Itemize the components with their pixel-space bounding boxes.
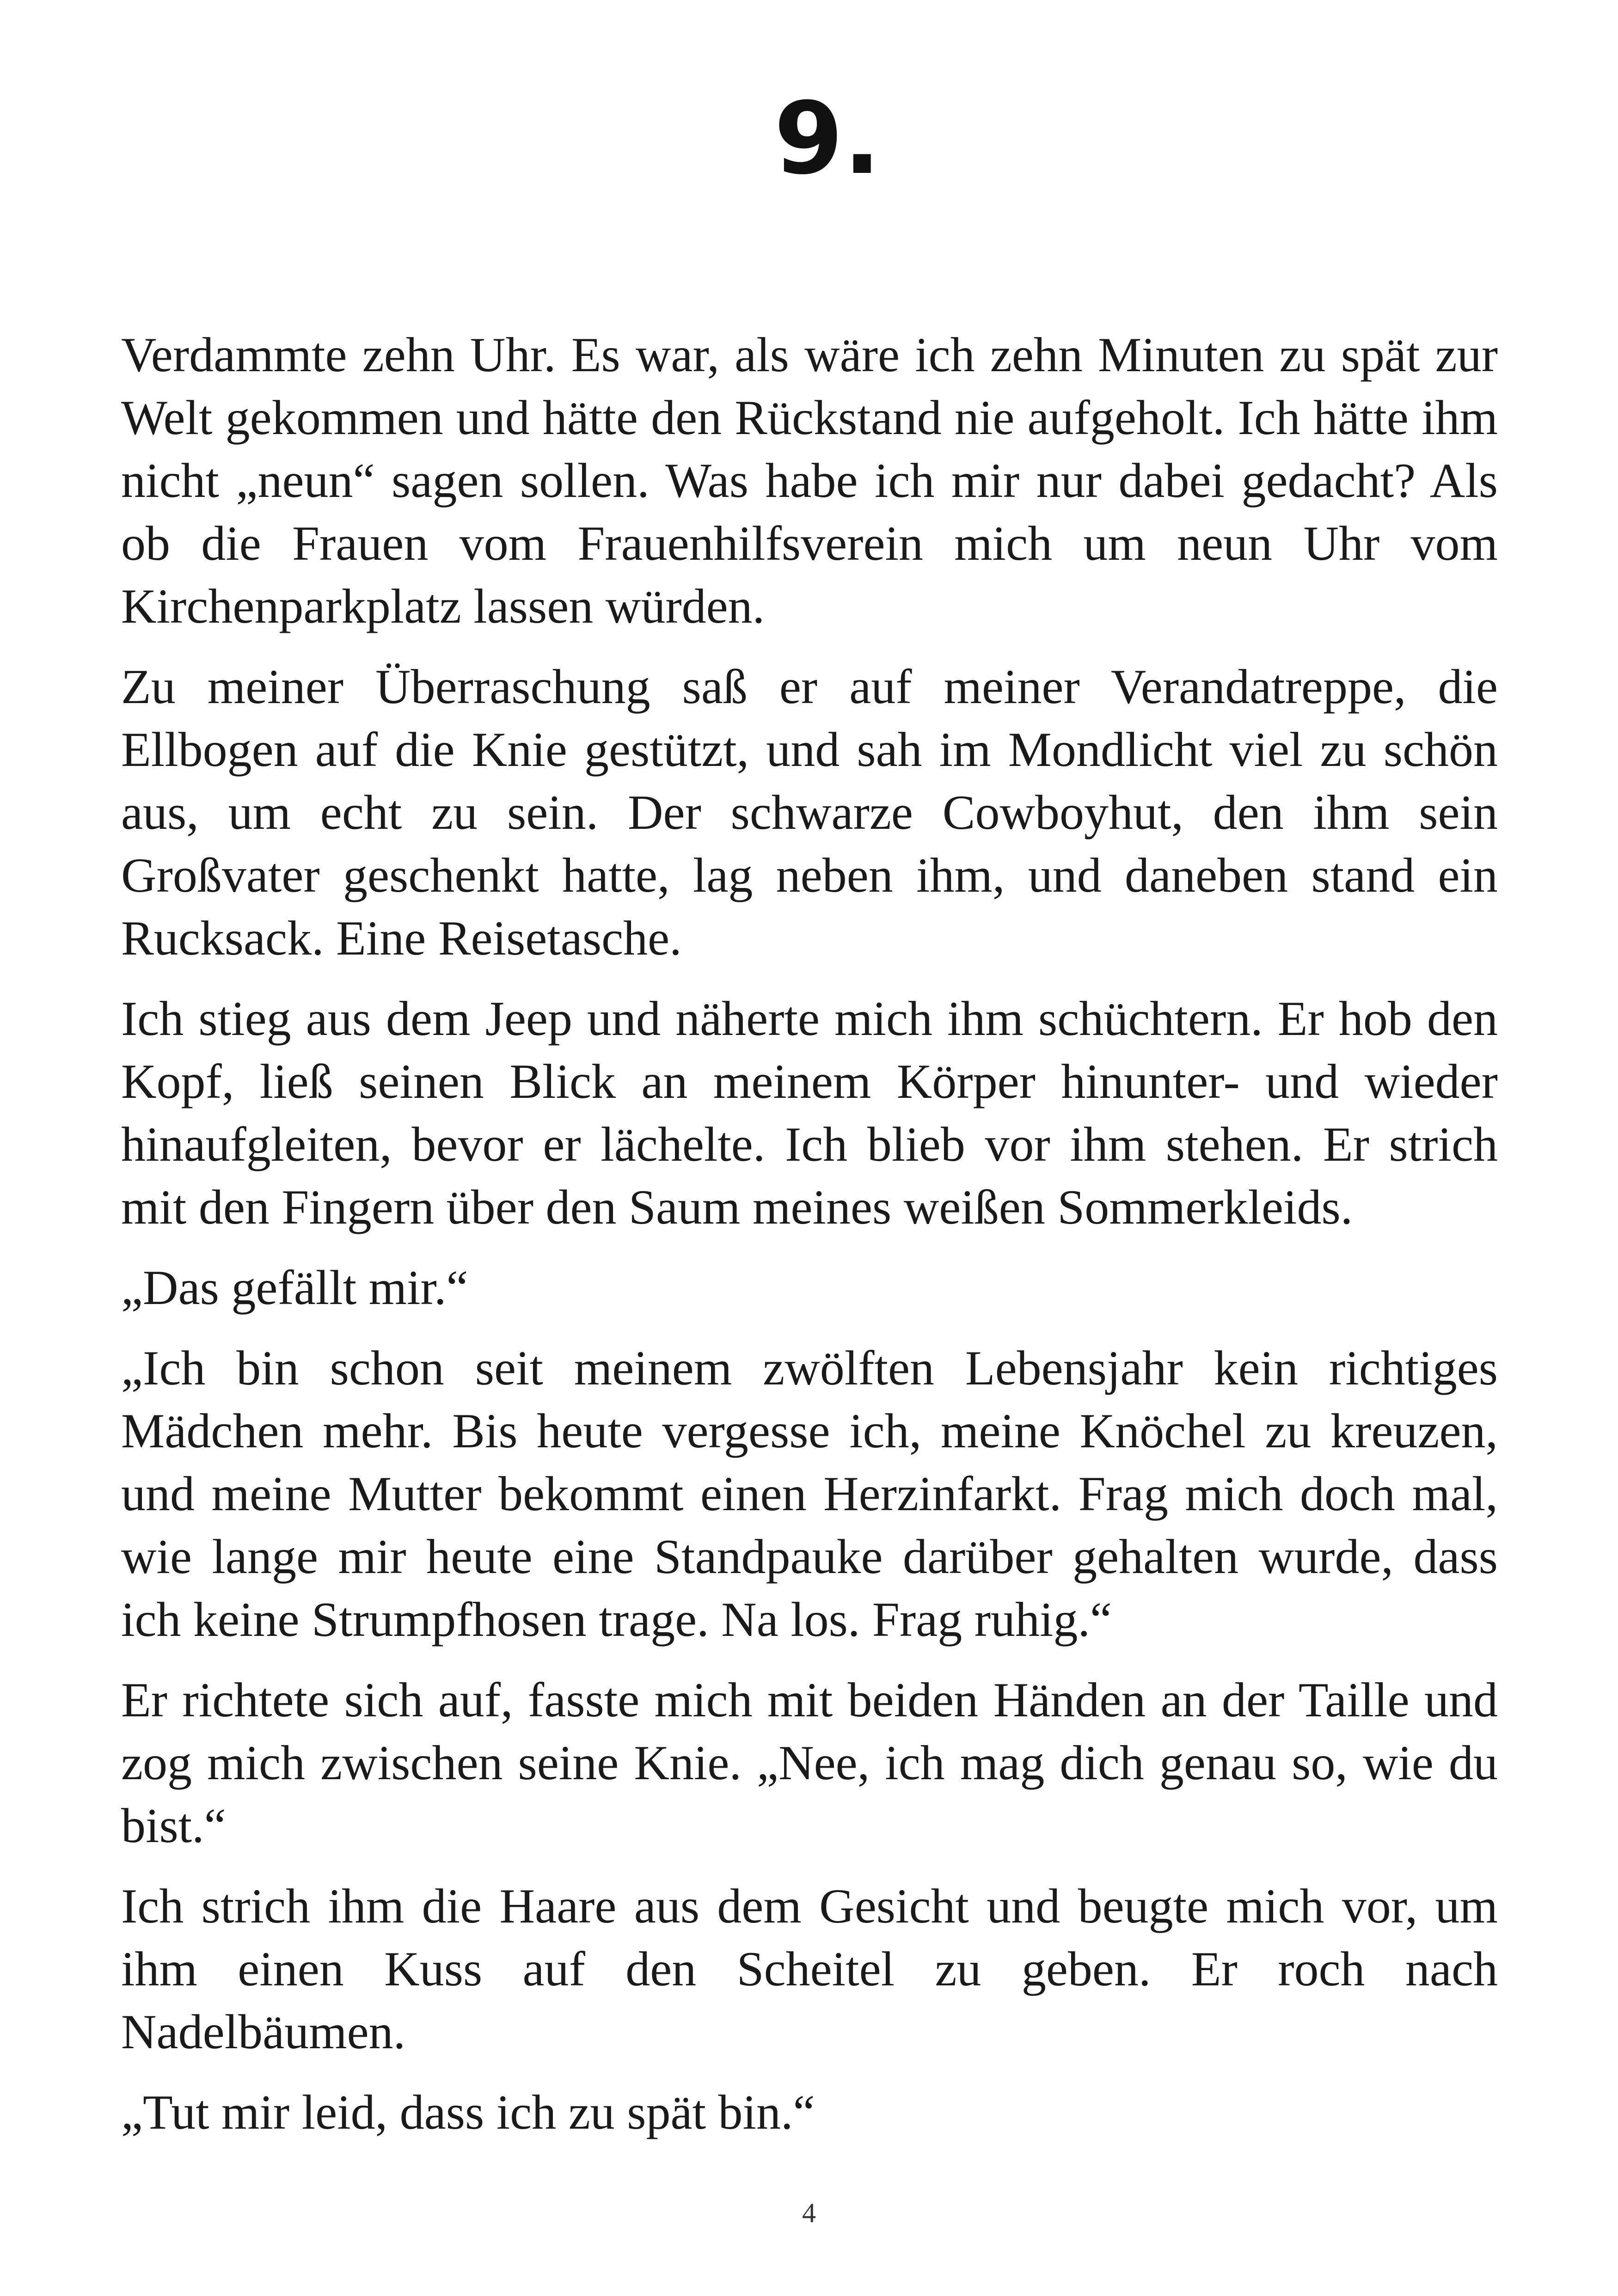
page-number: 4: [802, 2198, 816, 2228]
paragraph: Zu meiner Überraschung saß er auf meiner Verandatreppe, die Ellbogen auf die Knie gestützt, und sah im Mondlicht viel zu schön aus, um echt zu sein. Der schwarze Cowboyhut, den ihm sein Großvater geschenkt hatte, lag neben ihm, und daneben stand ein Rucksack. Eine Reisetasche.: [121, 660, 1498, 965]
paragraph: Ich strich ihm die Haare aus dem Gesicht und beugte mich vor, um ihm einen Kuss auf den Scheitel zu geben. Er roch nach Nadelbäumen.: [121, 1879, 1498, 2059]
paragraph: „Tut mir leid, dass ich zu spät bin.“: [121, 2085, 815, 2139]
chapter-number: 9.: [774, 80, 881, 196]
chapter-body: [121, 324, 1498, 2161]
paragraph: Er richtete sich auf, fasste mich mit beiden Händen an der Taille und zog mich zwischen seine Knie. „Nee, ich mag dich genau so, wie du bist.“: [121, 1673, 1498, 1853]
paragraph: Ich stieg aus dem Jeep und näherte mich ihm schüchtern. Er hob den Kopf, ließ seinen Blick an meinem Körper hinunter- und wieder hinaufgleiten, bevor er lächelte. Ich blieb vor ihm stehen. Er strich mit den Fingern über den Saum meines weißen Sommerkleids.: [121, 992, 1498, 1234]
paragraph: Verdammte zehn Uhr. Es war, als wäre ich zehn Minuten zu spät zur Welt gekommen und hätte den Rückstand nie aufgeholt. Ich hätte ihm nicht „neun“ sagen sollen. Was habe ich mir nur dabei gedacht? Als ob die Frauen vom Frauenhilfsverein mich um neun Uhr vom Kirchenparkplatz lassen würden.: [121, 328, 1498, 633]
paragraph: „Das gefällt mir.“: [121, 1261, 468, 1315]
paragraph: „Ich bin schon seit meinem zwölften Lebensjahr kein richtiges Mädchen mehr. Bis heute vergesse ich, meine Knöchel zu kreuzen, und meine Mutter bekommt einen Herzinfarkt. Frag mich doch mal, wie lange mir heute eine Standpauke darüber gehalten wurde, dass ich keine Strumpfhosen trage. Na los. Frag ruhig.“: [121, 1341, 1498, 1647]
